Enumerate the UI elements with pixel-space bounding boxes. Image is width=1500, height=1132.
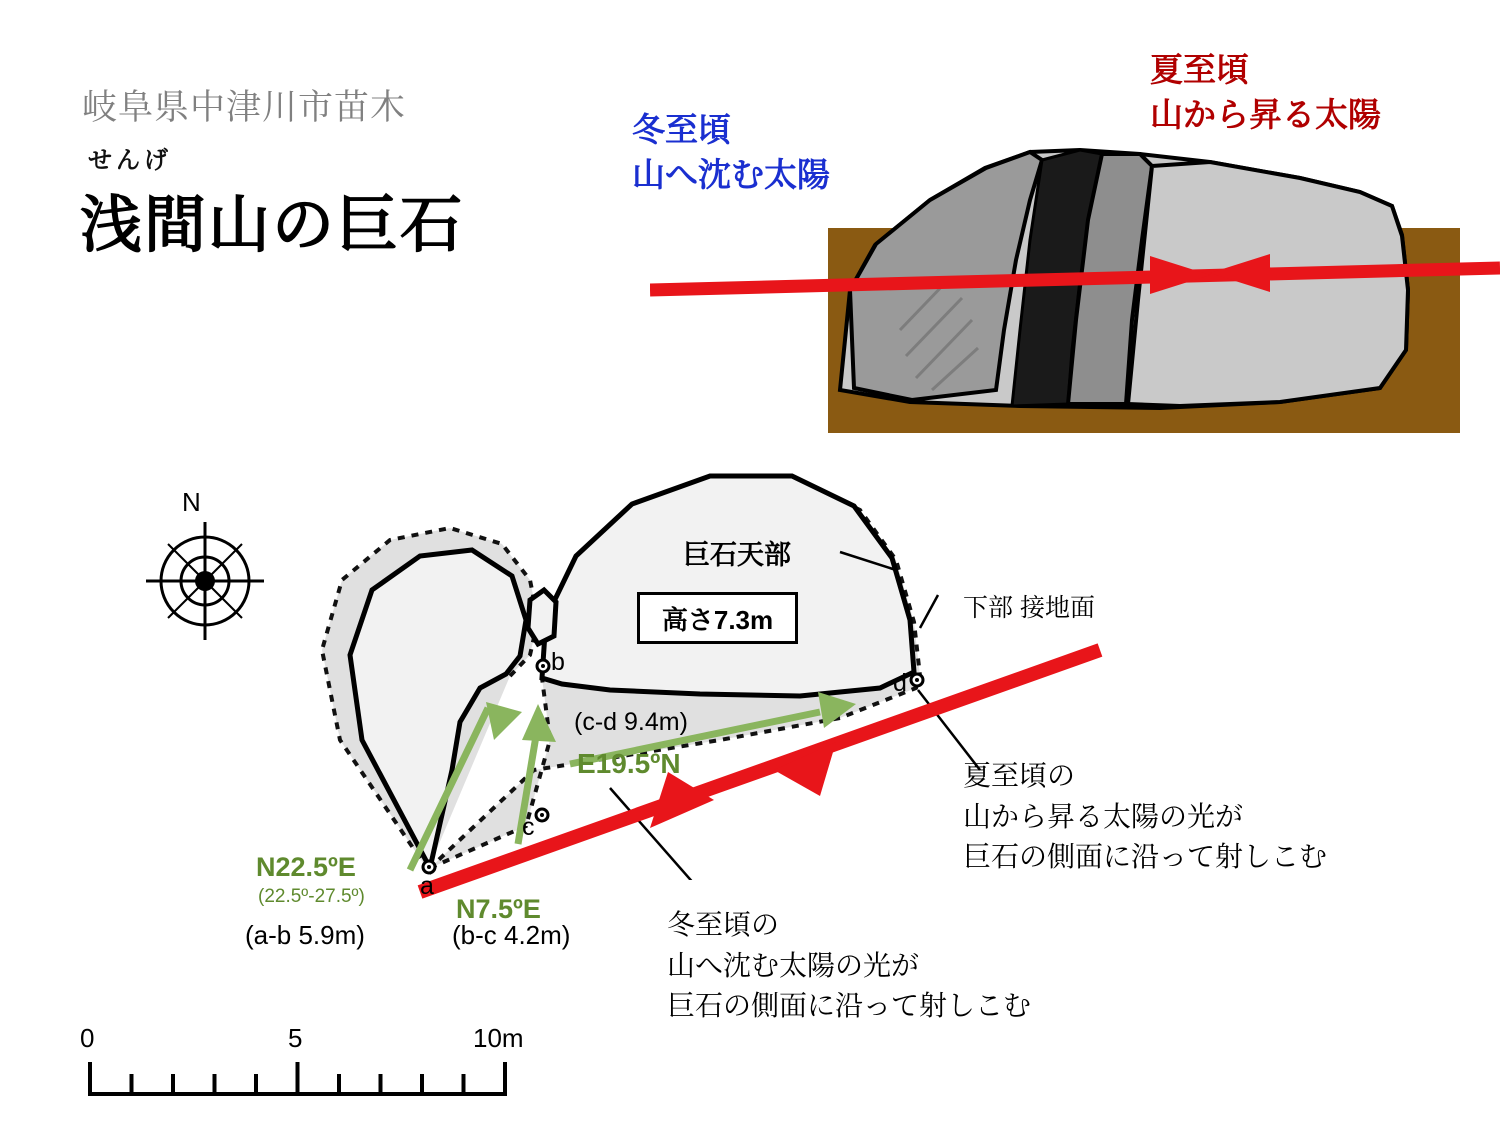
region-subtitle: 岐阜県中津川市苗木 xyxy=(82,88,407,127)
height-callout-text: 高さ7.3m xyxy=(661,604,774,635)
label-bearing-n225e: N22.5ºE xyxy=(256,852,356,882)
ray-arrow-left xyxy=(1210,254,1270,292)
winter-label-line1: 冬至頃 xyxy=(632,111,731,148)
plan-ray-arrow-sw xyxy=(650,772,714,828)
label-bearing-e195n: E19.5ºN xyxy=(577,748,681,779)
summer-note-line2: 山から昇る太陽の光が xyxy=(963,800,1244,832)
summer-label-line1: 夏至頃 xyxy=(1150,51,1249,88)
point-label-a: a xyxy=(420,872,434,900)
scale-tick-label-10: 10m xyxy=(473,1023,524,1053)
winter-note-line2: 山へ沈む太陽の光が xyxy=(667,949,920,981)
label-bottom-contact-face: 下部 接地面 xyxy=(963,594,1095,622)
label-ab-length: (a-b 5.9m) xyxy=(245,920,365,950)
page-title: 浅間山の巨石 xyxy=(80,191,465,260)
point-label-c: c xyxy=(522,813,535,841)
scale-bar xyxy=(70,1050,530,1110)
winter-note-line3: 巨石の側面に沿って射しこむ xyxy=(667,990,1032,1022)
label-megalith-top: 巨石天部 xyxy=(683,540,791,570)
winter-solstice-note xyxy=(667,905,1031,1027)
label-bearing-n225e-range: (22.5º-27.5º) xyxy=(258,886,365,907)
point-label-b: b xyxy=(551,648,565,676)
winter-label-line2: 山へ沈む太陽 xyxy=(632,155,830,193)
height-callout-box xyxy=(637,592,798,644)
summer-note-line1: 夏至頃の xyxy=(963,760,1076,791)
summer-note-line3: 巨石の側面に沿って射しこむ xyxy=(963,841,1328,873)
winter-solstice-photo-label xyxy=(632,108,830,197)
photo-sunray-arrows xyxy=(650,220,1500,350)
winter-note-line1: 冬至頃の xyxy=(667,909,780,940)
summer-solstice-photo-label xyxy=(1150,48,1381,137)
summer-label-line2: 山から昇る太陽 xyxy=(1150,95,1381,133)
point-label-d: d xyxy=(893,669,907,697)
title-furigana: せんげ xyxy=(88,147,172,174)
label-bearing-n75e: N7.5ºE xyxy=(456,894,541,924)
label-bc-length: (b-c 4.2m) xyxy=(452,920,571,950)
ray-arrow-right xyxy=(1150,256,1210,294)
compass-rose-icon xyxy=(140,516,270,646)
label-cd-length: (c-d 9.4m) xyxy=(574,708,688,736)
scale-tick-label-0: 0 xyxy=(80,1023,95,1053)
compass-north-label: N xyxy=(182,487,201,517)
ray-line xyxy=(650,268,1500,290)
scale-tick-label-5: 5 xyxy=(288,1023,303,1053)
summer-solstice-note xyxy=(963,756,1327,878)
scale-ticks xyxy=(132,1062,464,1094)
